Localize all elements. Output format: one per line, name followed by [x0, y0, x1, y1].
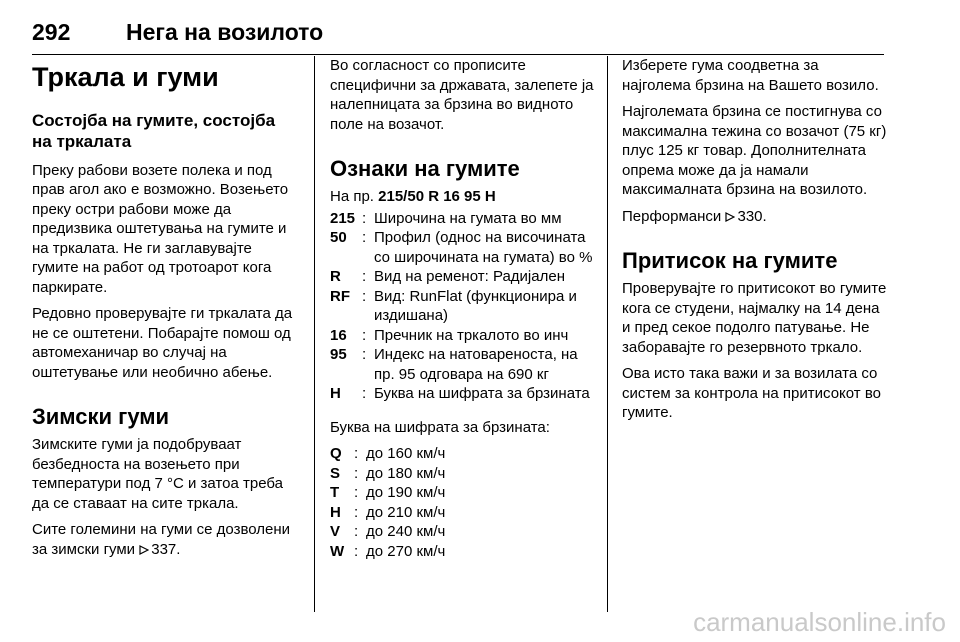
- page-reference-arrow-icon: [725, 212, 735, 222]
- marking-value: Буква на шифрата за брзината: [374, 385, 590, 403]
- speed-key: H: [330, 503, 341, 521]
- column-divider-2: [607, 56, 608, 612]
- speed-key: T: [330, 484, 340, 502]
- performance-page-reference[interactable]: 330.: [737, 207, 767, 225]
- column-divider-1: [314, 56, 315, 612]
- condition-heading: Состојба на гумите, состојба на тркалата: [32, 111, 276, 151]
- max-speed-paragraph: Најголемата брзина се постигнува со максимална тежина со возачот (75 кг) плус 125 кг товар. Дополнителната опрема може да ја намали максималната брзина на возилото.: [622, 103, 887, 198]
- marking-value: Вид на ременот: Радијален: [374, 268, 565, 286]
- condition-paragraph-1: Преку рабови возете полека и под прав агол ако е возможно. Возењето преку остри рабови може да предизвика оштетувања на гумите и на тркалата. Не ги заглавувајте гумите на работ од тротоарот кога паркирате.: [32, 161, 289, 296]
- marking-row: 215 : Широчина на гумата во мм: [330, 209, 598, 229]
- column-1: [32, 56, 297, 612]
- marking-row: RF : Вид: RunFlat (функционира и издишана): [330, 287, 598, 326]
- marking-key: R: [330, 268, 341, 286]
- marking-key: 50: [330, 229, 347, 247]
- speed-value: до 270 км/ч: [366, 542, 446, 560]
- marking-key: 16: [330, 326, 347, 344]
- pressure-paragraph-2: Ова исто така важи и за возилата со систем за контрола на притисокот во гумите.: [622, 365, 881, 422]
- tyre-markings-heading: Ознаки на гумите: [330, 156, 520, 181]
- pressure-paragraph-1: Проверувајте го притисокот во гумите кога се студени, најмалку на 14 дена и пред секое подолго патување. Не заборавајте го резервното тркало.: [622, 280, 887, 356]
- example-prefix: На пр.: [330, 188, 374, 206]
- marking-row: 50 : Профил (однос на височината со широчината на гумата) во %: [330, 228, 598, 267]
- speed-code-intro: Буква на шифрата за брзината:: [330, 418, 550, 436]
- marking-value: Широчина на гумата во мм: [374, 209, 562, 227]
- winter-paragraph-2-text: Сите големини на гуми се дозволени за зимски гуми: [32, 521, 291, 558]
- marking-key: RF: [330, 287, 350, 305]
- watermark: carmanualsonline.info: [693, 607, 946, 637]
- winter-paragraph-2: [32, 520, 297, 559]
- column-3: [622, 56, 890, 612]
- performance-text: Перформанси: [622, 207, 722, 225]
- markings-list: [330, 209, 598, 404]
- speed-value: до 210 км/ч: [366, 503, 446, 521]
- marking-value: Вид: RunFlat (функционира и издишана): [374, 287, 577, 325]
- speed-key: Q: [330, 445, 342, 463]
- marking-row: H : Буква на шифрата за брзината: [330, 384, 598, 404]
- speed-row: Q : до 160 км/ч: [330, 444, 598, 464]
- condition-paragraph-2: Редовно проверувајте ги тркалата да не се оштетени. Побарајте помош од автомеханичар во случај на оштетување или необично абење.: [32, 305, 293, 381]
- marking-row: 95 : Индекс на натовареноста, на пр. 95 одговара на 690 кг: [330, 345, 598, 384]
- speed-key: S: [330, 464, 341, 482]
- page-reference-arrow-icon: [139, 545, 149, 555]
- speed-row: W : до 270 км/ч: [330, 542, 598, 562]
- marking-key: 215: [330, 209, 356, 227]
- speed-code-list: [330, 444, 598, 561]
- performance-reference: [622, 207, 890, 227]
- marking-value: Индекс на натовареноста, на пр. 95 одговара на 690 кг: [374, 346, 578, 383]
- speed-row: T : до 190 км/ч: [330, 483, 598, 503]
- marking-value: Пречник на тркалото во инч: [374, 326, 569, 344]
- column-2: [330, 56, 598, 612]
- choose-tyre-paragraph: Изберете гума соодветна за најголема брзина на Вашето возило.: [622, 57, 879, 94]
- winter-paragraph-1: Зимските гуми ја подобруваат безбедноста на возењето при температури под 7 °C и затоа треба да се ставаат на сите тркала.: [32, 436, 283, 512]
- speed-key: V: [330, 523, 341, 541]
- marking-key: 95: [330, 346, 347, 364]
- speed-row: H : до 210 км/ч: [330, 503, 598, 523]
- speed-value: до 190 км/ч: [366, 484, 446, 502]
- section-title: Тркала и гуми: [32, 62, 219, 92]
- chapter-title: Нега на возилото: [126, 19, 324, 45]
- winter-page-reference[interactable]: 337.: [151, 540, 181, 558]
- marking-key: H: [330, 385, 341, 403]
- tyre-pressure-heading: Притисок на гумите: [622, 248, 838, 273]
- speed-row: V : до 240 км/ч: [330, 522, 598, 542]
- markings-example: [330, 187, 598, 207]
- speed-value: до 180 км/ч: [366, 464, 446, 482]
- page-header: [32, 18, 884, 55]
- speed-key: W: [330, 542, 345, 560]
- speed-row: S : до 180 км/ч: [330, 464, 598, 484]
- speed-value: до 160 км/ч: [366, 445, 446, 463]
- marking-row: 16 : Пречник на тркалото во инч: [330, 326, 598, 346]
- marking-row: R : Вид на ременот: Радијален: [330, 267, 598, 287]
- speed-label-paragraph: Во согласност со прописите специфични за државата, залепете ја налепницата за брзина во видното поле на возачот.: [330, 57, 594, 133]
- page-number: 292: [32, 19, 71, 45]
- example-code: 215/50 R 16 95 H: [378, 188, 496, 206]
- speed-value: до 240 км/ч: [366, 523, 446, 541]
- winter-tyres-heading: Зимски гуми: [32, 404, 170, 430]
- marking-value: Профил (однос на височината со широчината на гумата) во %: [374, 229, 593, 266]
